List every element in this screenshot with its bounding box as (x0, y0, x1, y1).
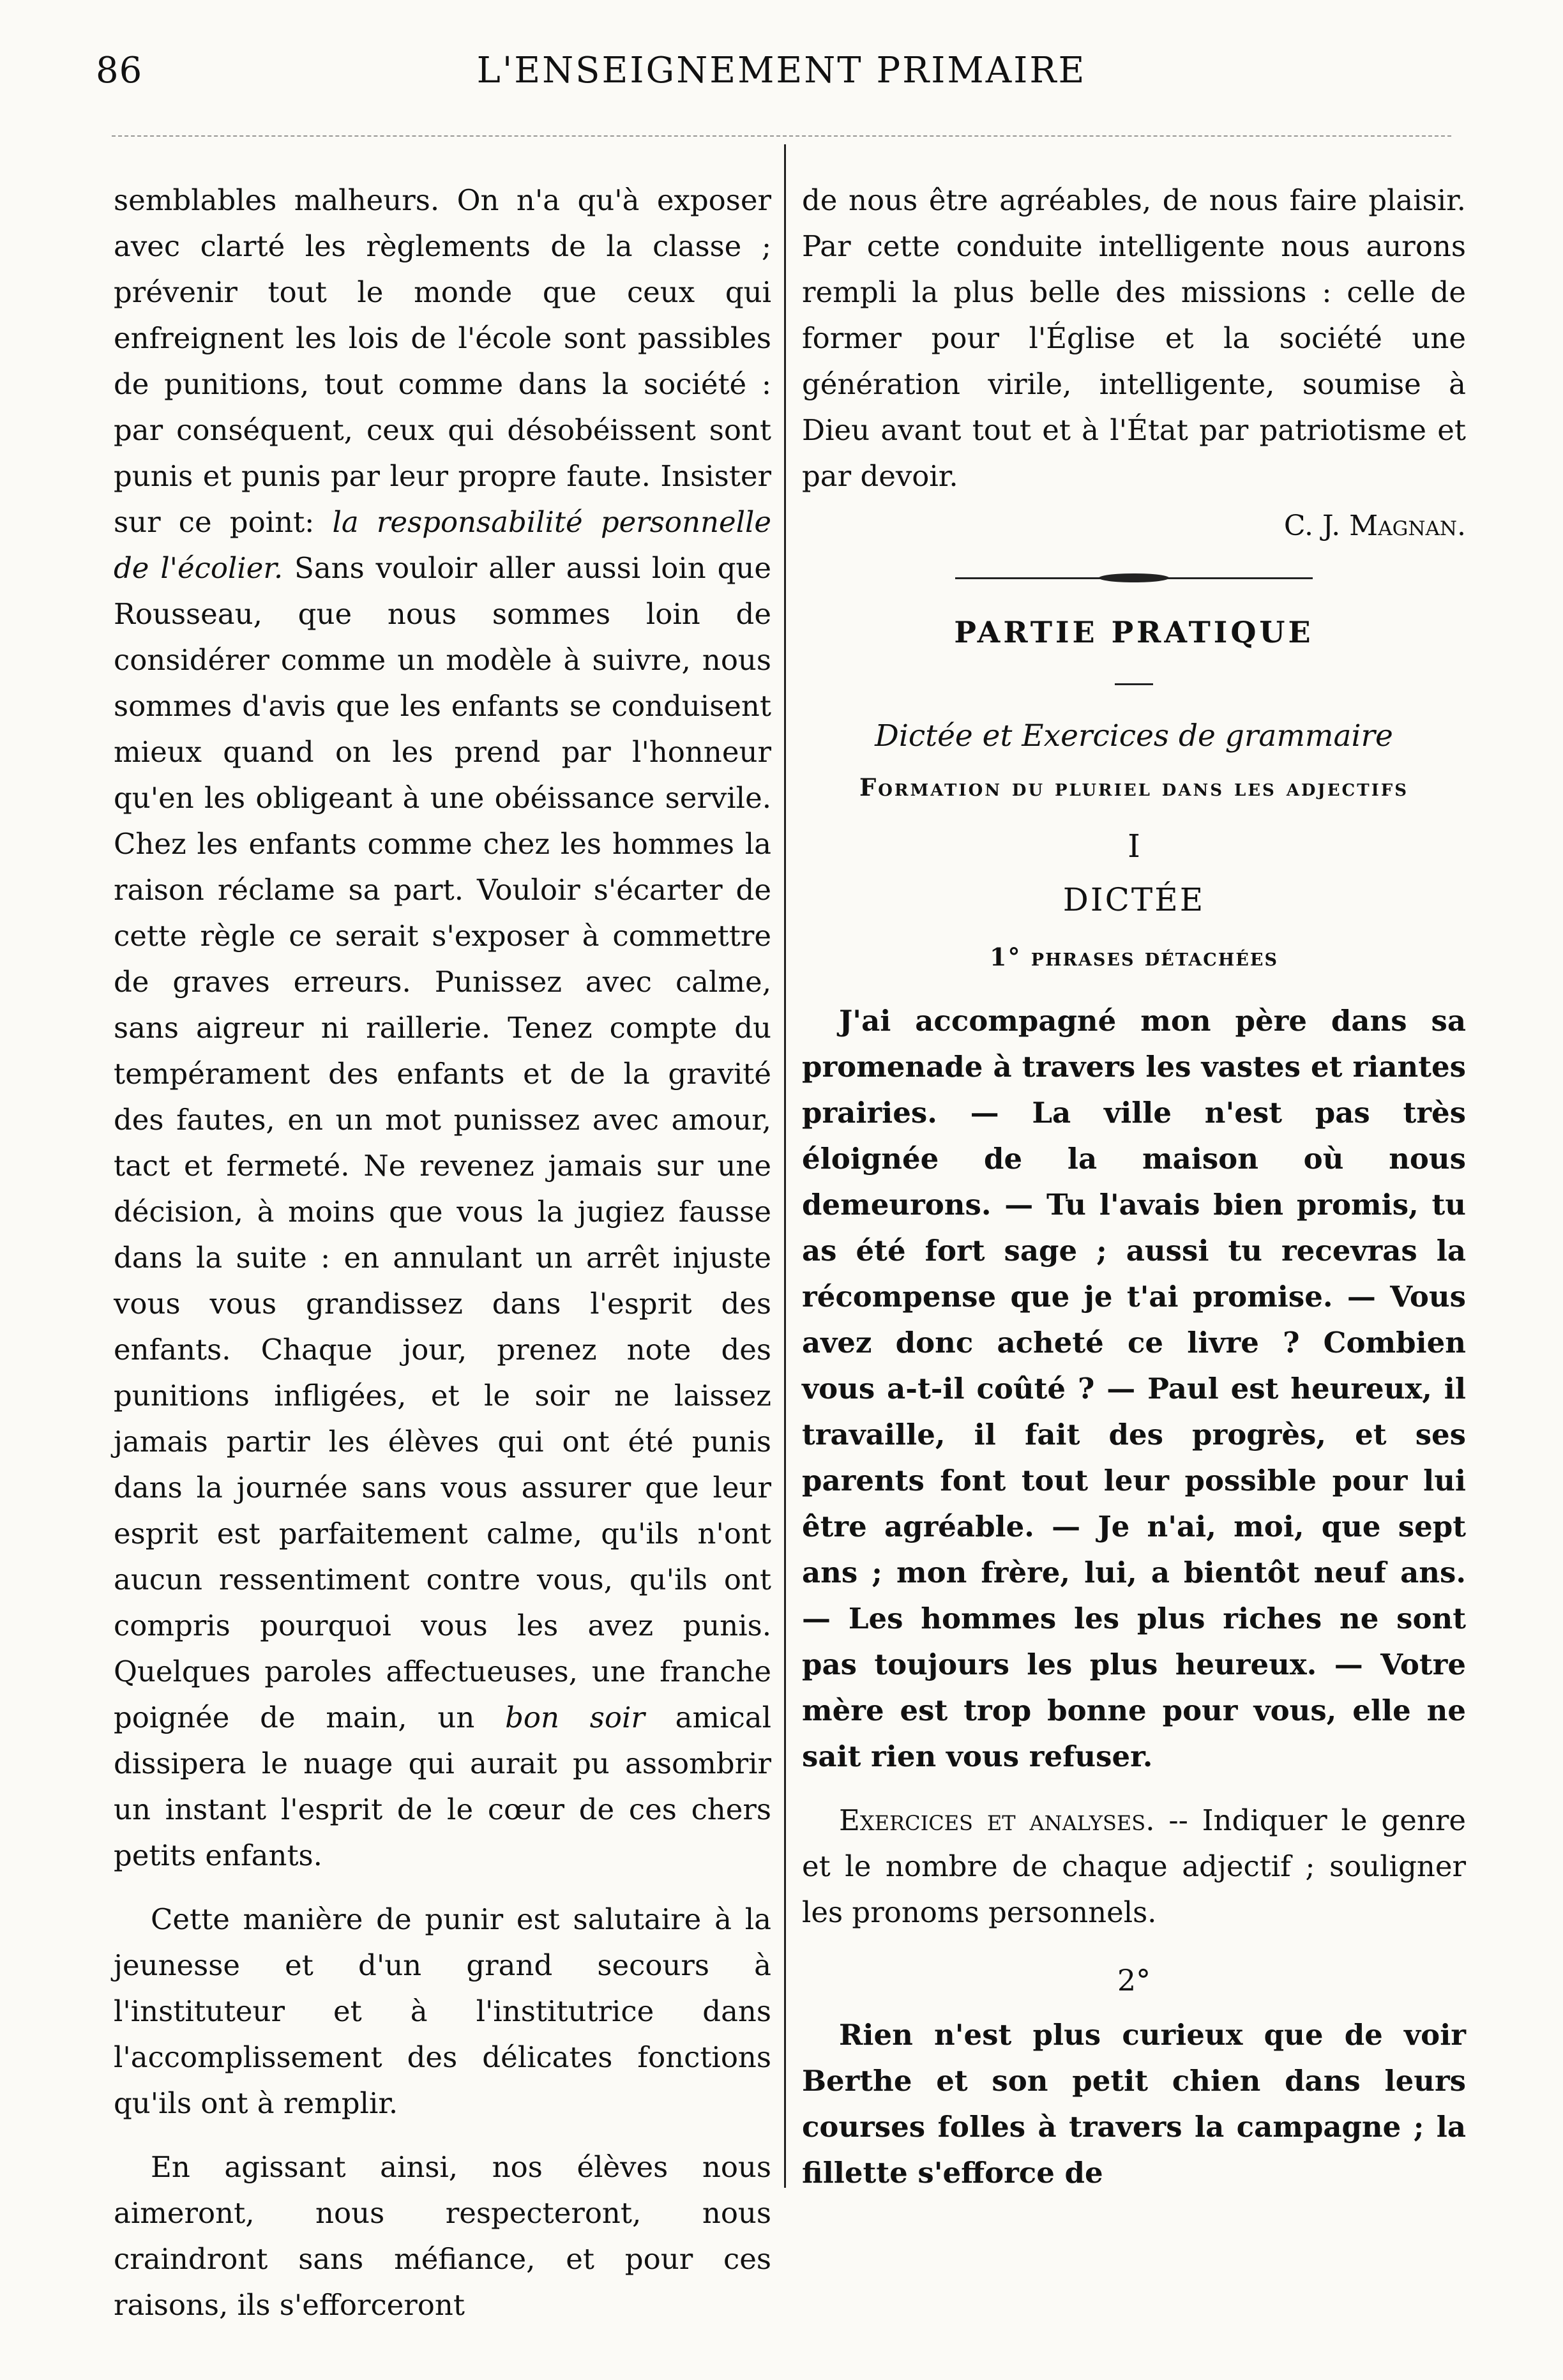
phrases-heading: 1° phrases détachées (990, 943, 1278, 971)
topic-heading: Formation du pluriel dans les adjectifs (859, 773, 1408, 801)
subtitle: Dictée et Exercices de grammaire (875, 718, 1393, 754)
para1-start: semblables malheurs. On n'a qu'à exposer avec clarté les règlements de la classe ; prévenir tout le monde que ceux qui enfreignent les lois de l'école sont passibles de punitions, tout comme dans la société : par conséquent, ceux qui désobéissent sont punis et punis par leur propre faute. Insister sur ce point: (114, 183, 771, 539)
ornament-divider (802, 549, 1466, 607)
header-rule (112, 135, 1451, 137)
exercises-label: Exercices et analyses. (839, 1803, 1155, 1837)
para1-emphasis-2: bon soir (505, 1701, 645, 1734)
dictee-text: J'ai accompagné mon père dans sa promenade à travers les vastes et riantes prairies. — La ville n'est pas très éloignée de la maison où nous demeurons. — Tu l'avais bien promis, tu as été fort sage ; aussi tu recevras la récompense que je t'ai promise. — Vous avez donc acheté ce livre ? Combien vous a-t-il coûté ? — Paul est heureux, il travaille, il fait des progrès, et ses parents font tout leur possible pour lui être agréable. — Je n'ai, moi, que sept ans ; mon frère, lui, a bientôt neuf ans. — Les hommes les plus riches ne sont pas toujours les plus heureux. — Votre mère est trop bonne pour vous, elle ne sait rien vous refuser. (802, 1004, 1466, 1773)
left-column (114, 178, 771, 2328)
para1-end: amical dissipera le nuage qui aurait pu assombrir un instant l'esprit de le cœur de ces chers petits enfants. (114, 1701, 771, 1872)
page-number: 86 (96, 50, 143, 91)
para1-middle: Sans vouloir aller aussi loin que Rousseau, que nous sommes loin de considérer comme un modèle à suivre, nous sommes d'avis que les enfants se conduisent mieux quand on les prend par l'honneur qu'en les obligeant à une obéissance servile. Chez les enfants comme chez les hommes la raison réclame sa part. Vouloir s'écarter de cette règle ce serait s'exposer à commettre de graves erreurs. Punissez avec calme, sans aigreur ni raillerie. Tenez compte du tempérament des enfants et de la gravité des fautes, en un mot punissez avec amour, tact et fermeté. Ne revenez jamais sur une décision, à moins que vous la jugiez fausse dans la suite : en annulant un arrêt injuste vous vous grandissez dans l'esprit des enfants. Chaque jour, prenez note des punitions infligées, et le soir ne laissez jamais partir les élèves qui ont été punis dans la journée sans vous assurer que leur esprit est parfaitement calme, qu'ils n'ont aucun ressentiment contre vous, qu'ils ont compris pourquoi vous les avez punis. Quelques paroles affectueuses, une franche poignée de main, un (114, 551, 771, 1734)
section-number-2: 2° (1117, 1963, 1151, 1997)
signature: C. J. Magnan. (1283, 510, 1466, 542)
right-column (802, 178, 1466, 2196)
left-paragraph-2: Cette manière de punir est salutaire à la jeunesse et d'un grand secours à l'instituteur et à l'institutrice dans l'accomplissement des délicates fonctions qu'ils ont à remplir. (114, 1902, 771, 2120)
exercises-paragraph (802, 1798, 1466, 1936)
left-paragraph-3: En agissant ainsi, nos élèves nous aimeront, nous respecteront, nous craindront sans méfiance, et pour ces raisons, ils s'efforceront (114, 2150, 771, 2322)
right-continuation: de nous être agréables, de nous faire plaisir. Par cette conduite intelligente nous aurons rempli la plus belle des missions : celle de former pour l'Église et la société une génération virile, intelligente, soumise à Dieu avant tout et à l'État par patriotisme et par devoir. (802, 183, 1466, 493)
second-dictee-text: Rien n'est plus curieux que de voir Berthe et son petit chien dans leurs courses folles à travers la campagne ; la fillette s'efforce de (802, 2018, 1466, 2190)
exercises-text: -- Indiquer le genre et le nombre de chaque adjectif ; souligner les pronoms personnels. (802, 1803, 1466, 1929)
roman-numeral: I (1128, 828, 1140, 865)
running-title: L'ENSEIGNEMENT PRIMAIRE (476, 50, 1087, 91)
para1-emphasis: la responsabilité personnelle de l'écolier. (114, 505, 771, 585)
column-divider (784, 144, 786, 2188)
left-paragraph-1 (114, 178, 771, 1879)
dictee-heading: DICTÉE (1062, 881, 1205, 918)
page-header (0, 0, 1563, 128)
section-title: PARTIE PRATIQUE (954, 615, 1314, 649)
short-rule (1115, 683, 1153, 685)
